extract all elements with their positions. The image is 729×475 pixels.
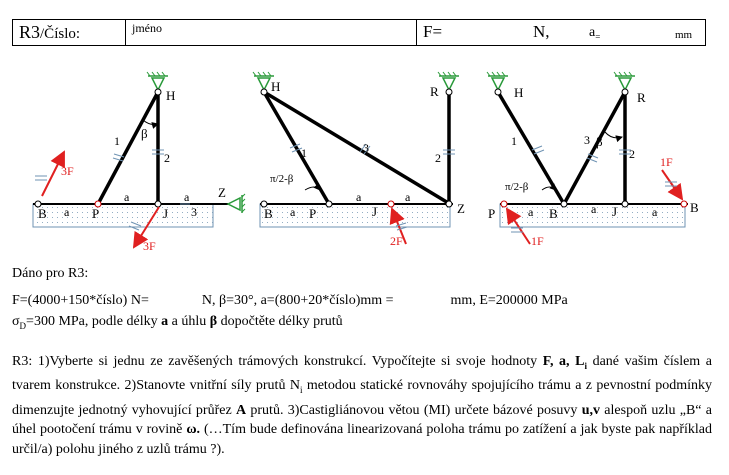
force-cell[interactable] <box>417 20 705 45</box>
svg-text:2F: 2F <box>390 234 403 248</box>
svg-text:R: R <box>637 90 646 105</box>
svg-text:P: P <box>309 206 317 221</box>
figure-2 <box>253 72 465 248</box>
figure-1 <box>33 72 245 253</box>
svg-text:β: β <box>141 126 148 141</box>
given-line-2: $\sigma_D=300$ MPa, podle délky a a úhlu β dopočtěte délky prutů <box>12 314 343 331</box>
name-cell[interactable] <box>126 20 417 45</box>
svg-text:a: a <box>528 205 534 219</box>
svg-text:B: B <box>549 206 558 221</box>
svg-text:a: a <box>124 190 130 204</box>
bar-1-fig1 <box>98 92 158 204</box>
figure-3 <box>487 72 699 248</box>
force-unit: N, <box>533 22 550 41</box>
bar-3-fig2 <box>264 92 450 204</box>
task-cell <box>13 20 126 45</box>
svg-text:1: 1 <box>114 134 120 148</box>
svg-text:a: a <box>591 202 597 216</box>
svg-text:B: B <box>38 206 47 221</box>
force-1f-right <box>662 170 682 199</box>
svg-text:J: J <box>612 204 618 219</box>
structures-diagram <box>0 60 729 260</box>
given-title: Dáno pro R3: <box>12 266 89 281</box>
pin-support-r2 <box>438 72 459 90</box>
svg-text:a: a <box>652 205 658 219</box>
mm-unit: mm <box>675 29 693 41</box>
given-e-modulus: mm, E=200000 MPa <box>450 293 568 308</box>
force-label: F= <box>423 22 443 41</box>
svg-text:H: H <box>166 88 176 103</box>
svg-text:3: 3 <box>363 141 369 155</box>
beam-2 <box>260 204 450 227</box>
name-label: jméno <box>132 21 162 35</box>
beam-1 <box>33 204 213 227</box>
bar-3-fig3 <box>564 92 625 204</box>
header-table <box>12 19 706 46</box>
svg-text:a: a <box>184 190 190 204</box>
given-beta-a-formula: N, β=30°, a=(800+20*číslo)mm = <box>201 293 394 308</box>
roller-support-z1 <box>228 194 245 213</box>
svg-text:P: P <box>92 206 100 221</box>
svg-text:a: a <box>64 205 70 219</box>
svg-text:1: 1 <box>301 146 307 160</box>
svg-text:2: 2 <box>629 147 635 161</box>
svg-text:B: B <box>264 206 273 221</box>
svg-text:H: H <box>514 85 524 100</box>
svg-text:3: 3 <box>191 205 197 219</box>
a-label: $a_=$ <box>589 25 601 42</box>
svg-text:β: β <box>596 134 603 149</box>
svg-text:J: J <box>372 204 378 219</box>
svg-text:1F: 1F <box>531 234 544 248</box>
svg-text:a: a <box>405 190 411 204</box>
task-description: R3: 1)Vyberte si jednu ze zavěšených trámových konstrukcí. Vypočítejte si svoje hodnoty F, a, $L_i$ dané vašim číslem a tvarem konstrukce. 2)Stanovte vnitřní síly prutů $N_i$ metodou statické rovnováhy spojujícího trámu a z pevnostní podmínky dimenzujte jednotný vyhovující průřez A prutů. 3)Castigliánovou větou (MI) určete bázové posuvy u,v alespoň uzlu „B“ a úhel pootočení trámu v rovině ω. (…Tím bude definována linearizovaná poloha trámu po zatížení a jak byste pak například určil/a) polohu jiného z uzlů trámu ?). <box>12 354 713 457</box>
svg-text:π/2-β: π/2-β <box>270 173 294 185</box>
svg-text:1: 1 <box>511 134 517 148</box>
svg-text:π/2-β: π/2-β <box>505 181 529 193</box>
svg-text:H: H <box>271 79 281 94</box>
svg-text:2: 2 <box>435 151 441 165</box>
svg-text:Z: Z <box>457 201 465 216</box>
svg-text:1F: 1F <box>660 155 673 169</box>
svg-text:a: a <box>356 190 362 204</box>
svg-text:Z: Z <box>218 185 226 200</box>
svg-text:J: J <box>163 206 169 221</box>
svg-text:2: 2 <box>164 151 170 165</box>
svg-text:3F: 3F <box>61 164 74 178</box>
svg-text:a: a <box>290 205 296 219</box>
svg-text:R: R <box>430 84 439 99</box>
pin-support-r3 <box>614 72 635 90</box>
svg-text:3: 3 <box>584 133 590 147</box>
svg-text:B: B <box>690 200 699 215</box>
pin-support-h1 <box>147 72 168 90</box>
svg-text:P: P <box>488 206 496 221</box>
svg-text:3F: 3F <box>143 239 156 253</box>
given-line-1 <box>12 292 568 310</box>
bar-1-fig2 <box>264 92 329 204</box>
pin-support-h3 <box>487 72 508 90</box>
task-label: R3/Číslo: <box>19 22 81 42</box>
given-force-formula: F=(4000+150*číslo) N= <box>12 293 149 308</box>
